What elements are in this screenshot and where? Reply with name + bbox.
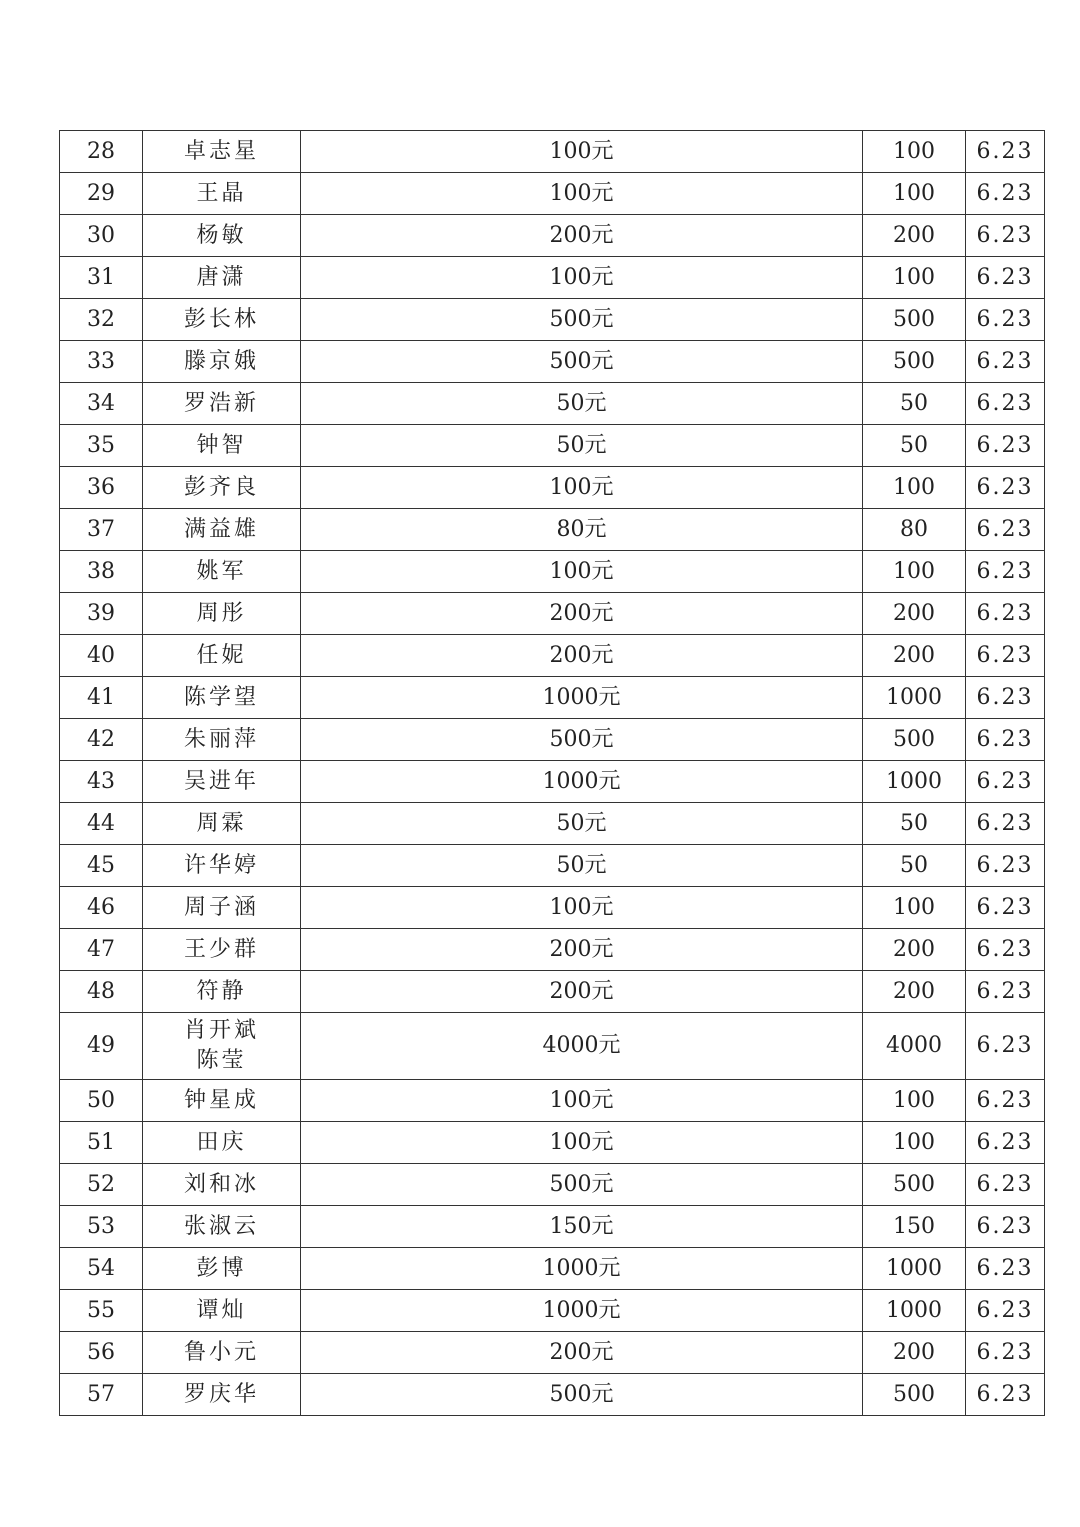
donation-date: 6.23	[966, 929, 1045, 971]
donation-date: 6.23	[966, 677, 1045, 719]
donation-amount: 100元	[301, 173, 863, 215]
donation-amount: 1000元	[301, 761, 863, 803]
donor-name-line: 许华婷	[183, 852, 259, 878]
donation-amount: 500元	[301, 299, 863, 341]
amount-value: 200	[863, 929, 966, 971]
table-row	[60, 215, 1045, 257]
table-body	[60, 131, 1045, 1416]
amount-value: 200	[863, 635, 966, 677]
donor-name	[143, 1248, 301, 1290]
table-row	[60, 803, 1045, 845]
row-number: 36	[60, 467, 143, 509]
row-number: 40	[60, 635, 143, 677]
donation-date: 6.23	[966, 761, 1045, 803]
donation-amount: 4000元	[301, 1013, 863, 1080]
amount-value: 50	[863, 845, 966, 887]
donation-date: 6.23	[966, 593, 1045, 635]
donor-name-line: 满益雄	[183, 516, 259, 542]
donor-name	[143, 1080, 301, 1122]
donation-date: 6.23	[966, 1374, 1045, 1416]
donation-amount: 200元	[301, 215, 863, 257]
donor-name	[143, 551, 301, 593]
table-row	[60, 1248, 1045, 1290]
donation-amount: 100元	[301, 257, 863, 299]
donor-name	[143, 761, 301, 803]
donor-name-line: 周彤	[196, 600, 247, 626]
table-row	[60, 1164, 1045, 1206]
donor-name	[143, 1013, 301, 1080]
donation-date: 6.23	[966, 467, 1045, 509]
amount-value: 100	[863, 1080, 966, 1122]
donor-name-line: 田庆	[196, 1129, 247, 1155]
donation-amount: 100元	[301, 1122, 863, 1164]
donation-date: 6.23	[966, 509, 1045, 551]
donation-amount: 500元	[301, 341, 863, 383]
amount-value: 500	[863, 1374, 966, 1416]
table-row	[60, 761, 1045, 803]
donation-date: 6.23	[966, 257, 1045, 299]
table-row	[60, 845, 1045, 887]
amount-value: 1000	[863, 1290, 966, 1332]
row-number: 56	[60, 1332, 143, 1374]
amount-value: 150	[863, 1206, 966, 1248]
donation-amount: 1000元	[301, 1290, 863, 1332]
donation-amount: 50元	[301, 803, 863, 845]
donation-date: 6.23	[966, 1290, 1045, 1332]
amount-value: 100	[863, 467, 966, 509]
donation-date: 6.23	[966, 1080, 1045, 1122]
donation-amount: 80元	[301, 509, 863, 551]
table-row	[60, 1013, 1045, 1080]
table-row	[60, 131, 1045, 173]
donation-date: 6.23	[966, 299, 1045, 341]
row-number: 38	[60, 551, 143, 593]
amount-value: 100	[863, 257, 966, 299]
row-number: 44	[60, 803, 143, 845]
amount-value: 200	[863, 215, 966, 257]
table-row	[60, 1332, 1045, 1374]
row-number: 28	[60, 131, 143, 173]
donor-name-line: 滕京娥	[183, 348, 259, 374]
donor-name	[143, 1164, 301, 1206]
donor-name-line: 鲁小元	[183, 1339, 259, 1365]
donor-name-line: 谭灿	[196, 1297, 247, 1323]
row-number: 48	[60, 971, 143, 1013]
amount-value: 1000	[863, 761, 966, 803]
row-number: 52	[60, 1164, 143, 1206]
donor-name-line: 杨敏	[196, 222, 247, 248]
amount-value: 100	[863, 551, 966, 593]
donor-name	[143, 719, 301, 761]
donation-date: 6.23	[966, 845, 1045, 887]
donation-amount: 500元	[301, 1374, 863, 1416]
row-number: 50	[60, 1080, 143, 1122]
donation-date: 6.23	[966, 383, 1045, 425]
row-number: 49	[60, 1013, 143, 1080]
table-row	[60, 1290, 1045, 1332]
amount-value: 1000	[863, 1248, 966, 1290]
table-row	[60, 383, 1045, 425]
donation-amount: 50元	[301, 425, 863, 467]
donor-name-line: 彭齐良	[183, 474, 259, 500]
donor-name-line: 刘和冰	[183, 1171, 259, 1197]
donor-name	[143, 257, 301, 299]
donor-name	[143, 1374, 301, 1416]
donor-name-line: 彭博	[196, 1255, 247, 1281]
donor-name	[143, 341, 301, 383]
table-row	[60, 929, 1045, 971]
donor-name	[143, 1206, 301, 1248]
row-number: 34	[60, 383, 143, 425]
donation-date: 6.23	[966, 719, 1045, 761]
donor-name	[143, 1332, 301, 1374]
donor-name	[143, 509, 301, 551]
table-row	[60, 593, 1045, 635]
row-number: 35	[60, 425, 143, 467]
donation-amount: 200元	[301, 593, 863, 635]
row-number: 54	[60, 1248, 143, 1290]
donor-name	[143, 131, 301, 173]
amount-value: 100	[863, 131, 966, 173]
donation-date: 6.23	[966, 1122, 1045, 1164]
amount-value: 500	[863, 341, 966, 383]
donation-amount: 100元	[301, 1080, 863, 1122]
donor-name	[143, 803, 301, 845]
donor-name-line: 张淑云	[183, 1213, 259, 1239]
amount-value: 500	[863, 719, 966, 761]
donor-name	[143, 383, 301, 425]
row-number: 33	[60, 341, 143, 383]
donation-amount: 150元	[301, 1206, 863, 1248]
amount-value: 500	[863, 299, 966, 341]
row-number: 46	[60, 887, 143, 929]
table-row	[60, 425, 1045, 467]
donation-date: 6.23	[966, 1013, 1045, 1080]
donation-amount: 50元	[301, 383, 863, 425]
donation-amount: 100元	[301, 467, 863, 509]
donor-name-line: 王少群	[183, 936, 259, 962]
donor-name-line: 罗浩新	[183, 390, 259, 416]
donor-name	[143, 173, 301, 215]
donor-name	[143, 215, 301, 257]
donor-name-line: 朱丽萍	[183, 726, 259, 752]
table-row	[60, 1374, 1045, 1416]
amount-value: 80	[863, 509, 966, 551]
donor-name	[143, 887, 301, 929]
donation-date: 6.23	[966, 803, 1045, 845]
donor-name-line: 王晶	[196, 180, 247, 206]
donation-date: 6.23	[966, 131, 1045, 173]
donation-amount: 100元	[301, 131, 863, 173]
table-row	[60, 299, 1045, 341]
table-row	[60, 971, 1045, 1013]
row-number: 42	[60, 719, 143, 761]
donor-name-line: 罗庆华	[183, 1381, 259, 1407]
table-row	[60, 467, 1045, 509]
table-row	[60, 677, 1045, 719]
donation-date: 6.23	[966, 551, 1045, 593]
table-row	[60, 887, 1045, 929]
row-number: 31	[60, 257, 143, 299]
donation-amount: 1000元	[301, 677, 863, 719]
donor-name	[143, 1122, 301, 1164]
donation-amount: 200元	[301, 1332, 863, 1374]
donation-date: 6.23	[966, 887, 1045, 929]
donation-amount: 200元	[301, 971, 863, 1013]
row-number: 29	[60, 173, 143, 215]
donor-name-line: 姚军	[196, 558, 247, 584]
amount-value: 50	[863, 803, 966, 845]
donor-name	[143, 299, 301, 341]
row-number: 47	[60, 929, 143, 971]
table-row	[60, 1206, 1045, 1248]
row-number: 57	[60, 1374, 143, 1416]
donor-name-line: 周子涵	[183, 894, 259, 920]
row-number: 43	[60, 761, 143, 803]
donation-date: 6.23	[966, 1248, 1045, 1290]
donor-name-line: 卓志星	[183, 138, 259, 164]
amount-value: 50	[863, 425, 966, 467]
donation-amount: 100元	[301, 887, 863, 929]
donation-date: 6.23	[966, 341, 1045, 383]
row-number: 41	[60, 677, 143, 719]
table-row	[60, 719, 1045, 761]
amount-value: 200	[863, 593, 966, 635]
donation-amount: 500元	[301, 1164, 863, 1206]
donation-amount: 500元	[301, 719, 863, 761]
table-row	[60, 341, 1045, 383]
donation-date: 6.23	[966, 1332, 1045, 1374]
donor-name-line: 符静	[196, 978, 247, 1004]
row-number: 37	[60, 509, 143, 551]
row-number: 55	[60, 1290, 143, 1332]
table-row	[60, 257, 1045, 299]
donor-name	[143, 635, 301, 677]
row-number: 53	[60, 1206, 143, 1248]
donation-date: 6.23	[966, 173, 1045, 215]
donor-name-line: 任妮	[196, 642, 247, 668]
amount-value: 1000	[863, 677, 966, 719]
donor-name	[143, 929, 301, 971]
donation-date: 6.23	[966, 1164, 1045, 1206]
amount-value: 50	[863, 383, 966, 425]
donor-name	[143, 971, 301, 1013]
donation-table	[59, 130, 1045, 1416]
donation-amount: 1000元	[301, 1248, 863, 1290]
donor-name	[143, 425, 301, 467]
donor-name-line: 周霖	[196, 810, 247, 836]
donor-name	[143, 677, 301, 719]
donation-date: 6.23	[966, 971, 1045, 1013]
amount-value: 4000	[863, 1013, 966, 1080]
table-row	[60, 1122, 1045, 1164]
amount-value: 200	[863, 1332, 966, 1374]
donation-amount: 50元	[301, 845, 863, 887]
donor-name	[143, 1290, 301, 1332]
row-number: 39	[60, 593, 143, 635]
donor-name-line: 陈学望	[183, 684, 259, 710]
donation-date: 6.23	[966, 1206, 1045, 1248]
amount-value: 200	[863, 971, 966, 1013]
row-number: 45	[60, 845, 143, 887]
donor-name-line: 钟星成	[183, 1087, 259, 1113]
donor-name	[143, 593, 301, 635]
row-number: 30	[60, 215, 143, 257]
donor-name-line: 肖开斌	[183, 1018, 259, 1043]
table-row	[60, 1080, 1045, 1122]
donation-date: 6.23	[966, 215, 1045, 257]
donation-date: 6.23	[966, 635, 1045, 677]
amount-value: 100	[863, 1122, 966, 1164]
donor-name-line: 吴进年	[183, 768, 259, 794]
donation-amount: 200元	[301, 635, 863, 677]
table-row	[60, 509, 1045, 551]
donor-name	[143, 845, 301, 887]
donor-name	[143, 467, 301, 509]
donor-name-line: 彭长林	[183, 306, 259, 332]
donor-name-line: 钟智	[196, 432, 247, 458]
row-number: 51	[60, 1122, 143, 1164]
table-row	[60, 635, 1045, 677]
donor-name-line: 陈莹	[196, 1048, 247, 1073]
row-number: 32	[60, 299, 143, 341]
table-row	[60, 173, 1045, 215]
amount-value: 100	[863, 887, 966, 929]
donor-name-line: 唐潇	[196, 264, 247, 290]
donation-amount: 100元	[301, 551, 863, 593]
donation-date: 6.23	[966, 425, 1045, 467]
table-row	[60, 551, 1045, 593]
amount-value: 500	[863, 1164, 966, 1206]
amount-value: 100	[863, 173, 966, 215]
donation-amount: 200元	[301, 929, 863, 971]
